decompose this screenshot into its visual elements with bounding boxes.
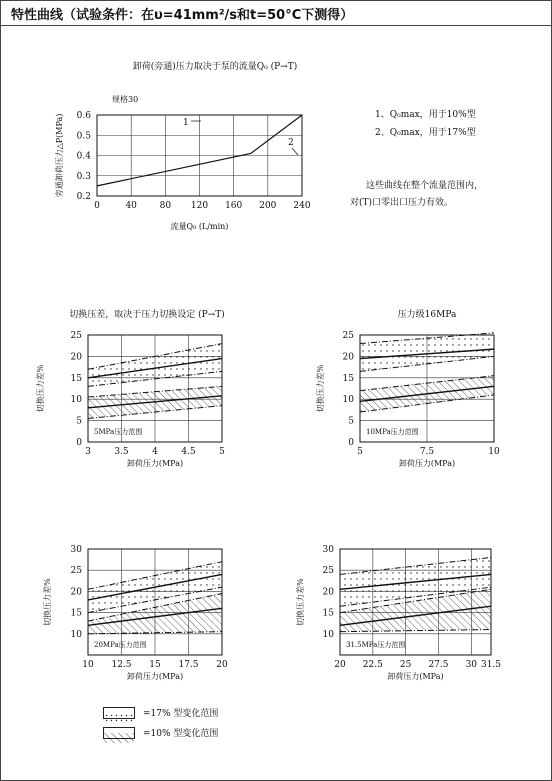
x-tick-label: 7.5 bbox=[419, 447, 435, 457]
y-tick-label: 15 bbox=[70, 373, 82, 384]
x-tick-label: 27.5 bbox=[428, 660, 449, 670]
note-type-10: 1、Q₀max，用于10%型 bbox=[375, 110, 476, 120]
x-tick-label: 3 bbox=[85, 447, 91, 457]
x-tick-label: 0 bbox=[94, 201, 100, 211]
x-tick-label: 30 bbox=[465, 660, 478, 670]
x-tick-label: 40 bbox=[125, 201, 137, 211]
chart-3 bbox=[88, 549, 222, 655]
legend-dotted-label: =17% 型变化范围 bbox=[143, 709, 219, 719]
x-tick-label: 3.5 bbox=[114, 447, 129, 457]
region-label: 10MPa压力范围 bbox=[366, 428, 419, 436]
y-tick-label: 30 bbox=[70, 545, 82, 555]
region-label: 20MPa压力范围 bbox=[94, 641, 147, 649]
chart-4 bbox=[340, 549, 491, 655]
chart-subtitle: 规格30 bbox=[112, 95, 139, 104]
x-tick-label: 17.5 bbox=[178, 660, 199, 670]
y-tick-label: 0.5 bbox=[76, 131, 91, 142]
legend-hatched-label: =10% 型变化范围 bbox=[143, 729, 219, 739]
y-tick-label: 0.6 bbox=[76, 111, 91, 121]
y-tick-label: 0 bbox=[348, 438, 354, 448]
x-tick-label: 5 bbox=[219, 447, 225, 457]
x-axis-label: 流量Q₀ (L/min) bbox=[170, 222, 229, 231]
x-tick-label: 4 bbox=[152, 447, 158, 457]
region-label: 31.5MPa压力范围 bbox=[346, 641, 406, 649]
note-type-17: 2、Q₀max，用于17%型 bbox=[375, 128, 476, 138]
x-tick-label: 200 bbox=[259, 201, 277, 211]
chart-title: 卸荷(旁通)压力取决于泵的流量Q₀ (P→T) bbox=[132, 62, 298, 72]
y-tick-label: 25 bbox=[342, 331, 354, 341]
note-remark-line1: 这些曲线在整个流量范围内， bbox=[366, 181, 484, 191]
y-tick-label: 10 bbox=[322, 629, 334, 640]
annotation-1: 1 bbox=[183, 118, 189, 128]
x-tick-label: 80 bbox=[159, 201, 172, 211]
y-tick-label: 30 bbox=[322, 545, 334, 555]
x-tick-label: 120 bbox=[190, 201, 209, 211]
y-axis-label: 切换压力差% bbox=[316, 364, 325, 413]
x-tick-label: 240 bbox=[293, 201, 311, 211]
y-tick-label: 10 bbox=[70, 629, 82, 640]
x-axis-label: 卸荷压力(MPa) bbox=[126, 672, 184, 681]
note-remark-line2: 对(T)口零出口压力有效。 bbox=[350, 198, 454, 208]
y-axis-label: 切换压力差% bbox=[296, 578, 305, 626]
x-tick-label: 160 bbox=[225, 201, 243, 211]
y-tick-label: 20 bbox=[342, 352, 354, 363]
chart-title: 压力级16MPa bbox=[397, 310, 457, 320]
y-axis-label: 切换压力差% bbox=[43, 578, 52, 626]
y-tick-label: 5 bbox=[76, 416, 82, 427]
x-tick-label: 12.5 bbox=[111, 660, 132, 670]
x-tick-label: 31.5 bbox=[480, 660, 502, 670]
x-tick-label: 20 bbox=[334, 660, 346, 670]
y-tick-label: 10 bbox=[342, 395, 354, 406]
y-tick-label: 0 bbox=[76, 438, 82, 448]
y-tick-label: 15 bbox=[70, 608, 82, 619]
page-title: 特性曲线（试验条件：在υ=41mm²/s和t=50°C下测得） bbox=[11, 8, 354, 23]
y-tick-label: 10 bbox=[70, 395, 82, 406]
x-axis-label: 卸荷压力(MPa) bbox=[126, 459, 184, 468]
chart-1 bbox=[88, 335, 222, 442]
x-tick-label: 25 bbox=[399, 660, 412, 670]
y-tick-label: 20 bbox=[322, 587, 334, 598]
y-tick-label: 5 bbox=[348, 416, 354, 427]
legend-hatched-swatch bbox=[103, 727, 135, 739]
y-tick-label: 20 bbox=[70, 352, 82, 363]
chart-2 bbox=[360, 333, 494, 442]
annotation-2-leader bbox=[292, 148, 298, 155]
x-tick-label: 22.5 bbox=[362, 660, 383, 670]
annotation-2: 2 bbox=[288, 138, 294, 148]
x-tick-label: 10 bbox=[488, 447, 500, 457]
x-tick-label: 4.5 bbox=[181, 447, 196, 457]
region-label: 5MPa压力范围 bbox=[94, 428, 143, 436]
y-tick-label: 0.2 bbox=[76, 192, 91, 202]
y-tick-label: 25 bbox=[70, 566, 82, 577]
chart-title: 切换压差，取决于压力切换设定 (P→T) bbox=[69, 310, 225, 320]
chart-0 bbox=[97, 115, 302, 196]
x-axis-label: 卸荷压力(MPa) bbox=[387, 672, 444, 681]
x-axis-label: 卸荷压力(MPa) bbox=[398, 459, 456, 468]
y-tick-label: 25 bbox=[322, 566, 334, 577]
legend-dotted-swatch bbox=[103, 707, 135, 719]
x-tick-label: 15 bbox=[149, 660, 161, 670]
y-tick-label: 20 bbox=[70, 587, 82, 598]
y-axis-label: 切换压力差% bbox=[36, 364, 45, 413]
y-tick-label: 25 bbox=[70, 331, 82, 341]
y-tick-label: 15 bbox=[342, 373, 354, 384]
x-tick-label: 20 bbox=[216, 660, 228, 670]
y-tick-label: 15 bbox=[322, 608, 334, 619]
x-tick-label: 10 bbox=[82, 660, 94, 670]
x-tick-label: 5 bbox=[357, 447, 363, 457]
y-tick-label: 0.4 bbox=[76, 151, 91, 162]
y-axis-label: 旁通卸荷压力△P(MPa) bbox=[55, 113, 64, 198]
y-tick-label: 0.3 bbox=[76, 171, 91, 182]
